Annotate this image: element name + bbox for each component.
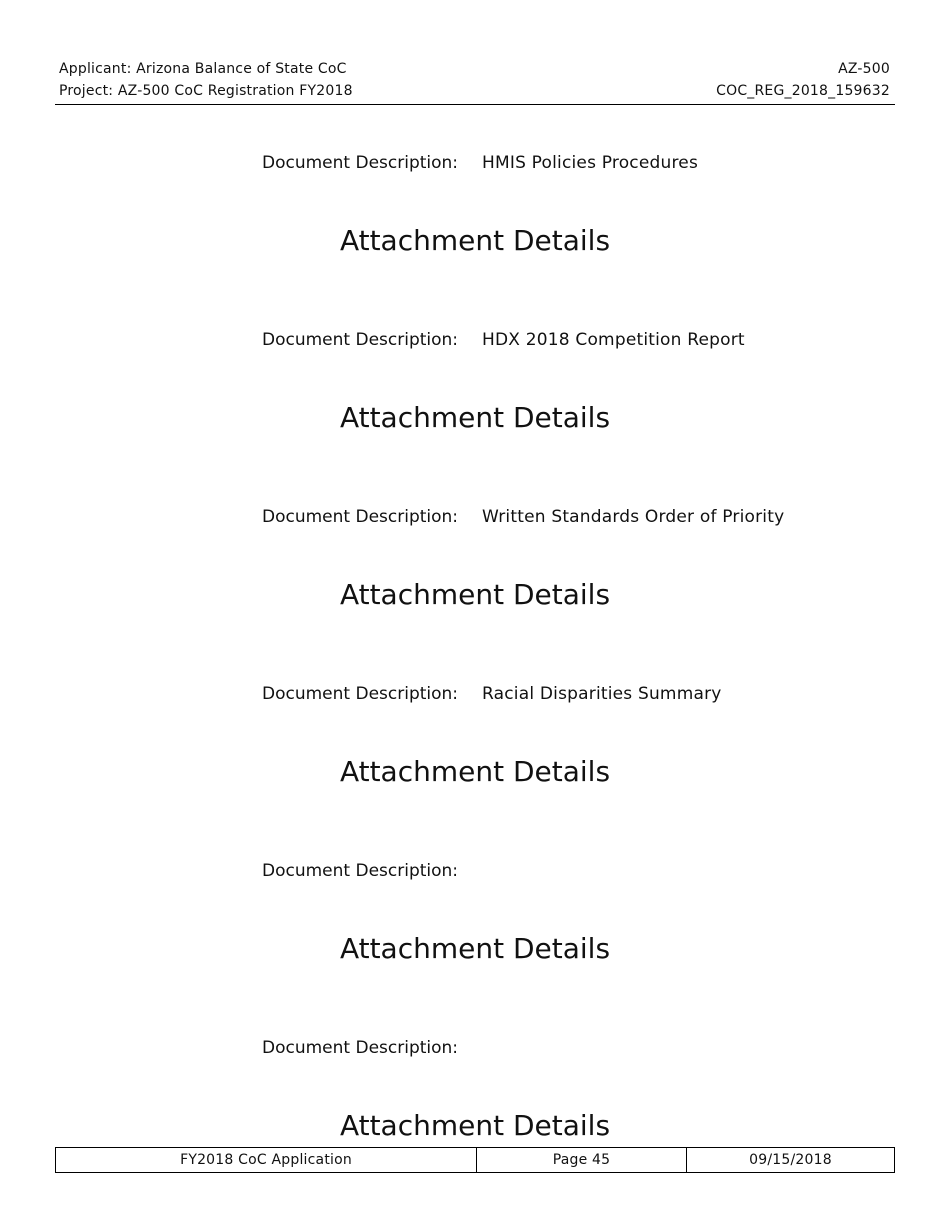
attachment-details-heading: Attachment Details (339, 224, 611, 257)
document-description-label: Document Description: (262, 861, 459, 881)
document-description-label: Document Description: (262, 507, 459, 527)
footer-page-number: Page 45 (476, 1148, 686, 1172)
footer-date: 09/15/2018 (686, 1148, 894, 1172)
document-description-value: HMIS Policies Procedures (482, 153, 699, 173)
attachment-details-heading: Attachment Details (339, 1109, 611, 1142)
coc-number: AZ-500 (838, 61, 890, 77)
project-name: Project: AZ-500 CoC Registration FY2018 (59, 83, 353, 99)
document-description-row (262, 329, 745, 351)
applicant-name: Applicant: Arizona Balance of State CoC (59, 61, 347, 77)
document-description-row (262, 506, 784, 528)
document-description-label: Document Description: (262, 153, 459, 173)
header-divider (55, 104, 895, 105)
document-description-row (262, 683, 722, 705)
attachment-details-heading: Attachment Details (339, 401, 611, 434)
registration-id: COC_REG_2018_159632 (716, 83, 890, 99)
attachment-details-heading: Attachment Details (339, 755, 611, 788)
footer-application-name: FY2018 CoC Application (180, 1152, 352, 1168)
page-footer (55, 1147, 895, 1173)
document-description-label: Document Description: (262, 1038, 459, 1058)
document-description-row (262, 860, 482, 882)
document-description-row (262, 152, 698, 174)
document-description-value: Racial Disparities Summary (482, 684, 722, 704)
attachment-details-heading: Attachment Details (339, 932, 611, 965)
document-description-label: Document Description: (262, 684, 459, 704)
document-description-value: Written Standards Order of Priority (482, 507, 785, 527)
document-description-label: Document Description: (262, 330, 459, 350)
document-description-row (262, 1037, 482, 1059)
document-description-value: HDX 2018 Competition Report (482, 330, 745, 350)
attachment-details-heading: Attachment Details (339, 578, 611, 611)
